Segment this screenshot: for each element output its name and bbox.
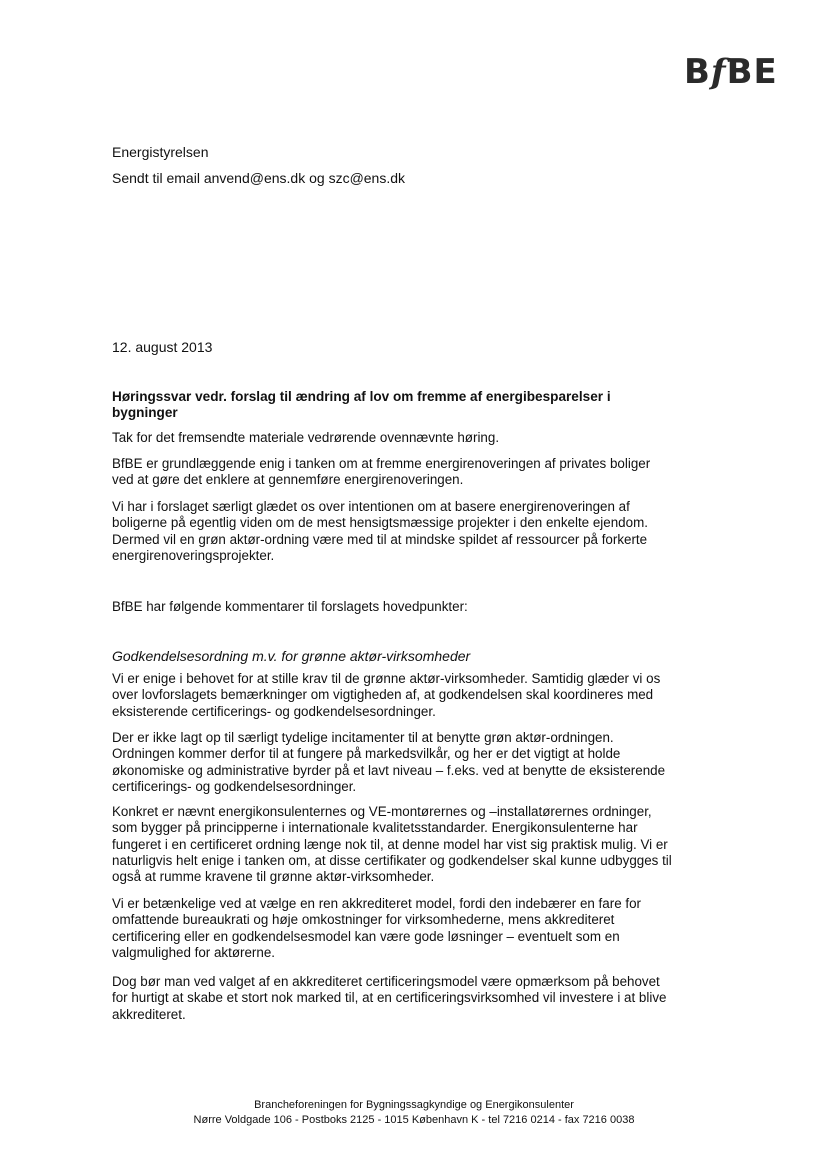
recipient-block	[112, 139, 672, 191]
comments-intro: BfBE har følgende kommentarer til forslagets hovedpunkter:	[112, 599, 468, 614]
section-paragraph-4: Vi er betænkelige ved at vælge en ren akkrediteret model, fordi den indebærer en fare for omfattende bureaukrati og høje omkostninger for virksomhederne, mens akkrediteret certificering eller en godkendelsesmodel kan være gode løsninger – eventuelt som en valgmulighed for aktørerne.	[112, 896, 641, 960]
section-paragraph-2: Der er ikke lagt op til særligt tydelige incitamenter til at benytte grøn aktør-ordningen. Ordningen kommer derfor til at fungere på markedsvilkår, og her er det vigtigt at holde økonomiske og administrative byrder på et lavt niveau – f.eks. ved at benytte de eksisterende certificerings- og godkendelsesordninger.	[112, 730, 666, 794]
bfbe-logo	[684, 52, 778, 92]
letter-date: 12. august 2013	[112, 339, 213, 355]
section-paragraph-1: Vi er enige i behovet for at stille krav til de grønne aktør-virksomheder. Samtidig glæder vi os over lovforslagets bemærkninger om vigtigheden af, at godkendelsen skal koordineres med eksisterende certificerings- og godkendelsesordninger.	[112, 671, 661, 719]
footer-organization: Brancheforeningen for Bygningssagkyndige og Energikonsulenter	[254, 1099, 574, 1111]
section-heading: Godkendelsesordning m.v. for grønne aktør-virksomheder	[112, 648, 471, 664]
letter-subject: Høringssvar vedr. forslag til ændring af lov om fremme af energibesparelser i bygninger	[112, 389, 611, 420]
recipient-email-line: Sendt til email anvend@ens.dk og szc@ens.dk	[112, 170, 406, 186]
recipient-name: Energistyrelsen	[112, 144, 209, 160]
logo-letter-f: f	[710, 52, 727, 92]
logo-letter-b: B	[684, 52, 711, 92]
intro-paragraph-3: Vi har i forslaget særligt glædet os over intentionen om at basere energirenoveringen af boligerne på egentlig viden om de mest hensigtsmæssige projekter i den enkelte ejendom. Dermed vil en grøn aktør-ordning være med til at mindske spildet af ressourcer på forkerte energirenoveringsprojekter.	[112, 499, 648, 563]
footer-address: Nørre Voldgade 106 - Postboks 2125 - 1015 København K - tel 7216 0214 - fax 7216 0038	[193, 1114, 635, 1126]
section-paragraph-3: Konkret er nævnt energikonsulenternes og VE-montørernes og –installatørernes ordninger, som bygger på principperne i internationale kvalitetsstandarder. Energikonsulenterne har fungeret i en certificeret ordning længe nok til, at denne model har vist sig praktisk mulig. Vi er naturligvis helt enige i tanken om, at disse certifikater og godkendelser skal kunne udbygges til også at rumme kravene til grønne aktør-virksomheder.	[112, 804, 672, 885]
intro-paragraph-1: Tak for det fremsendte materiale vedrørende ovennævnte høring.	[112, 430, 500, 445]
intro-paragraph-2: BfBE er grundlæggende enig i tanken om at fremme energirenoveringen af privates boliger ved at gøre det enklere at gennemføre energirenoveringen.	[112, 456, 651, 488]
logo-letters-be: BE	[726, 52, 778, 92]
section-paragraph-5: Dog bør man ved valget af en akkrediteret certificeringsmodel være opmærksom på behovet for hurtigt at skabe et stort nok marked til, at en certificeringsvirksomhed vil investere i at blive akkrediteret.	[112, 974, 667, 1022]
